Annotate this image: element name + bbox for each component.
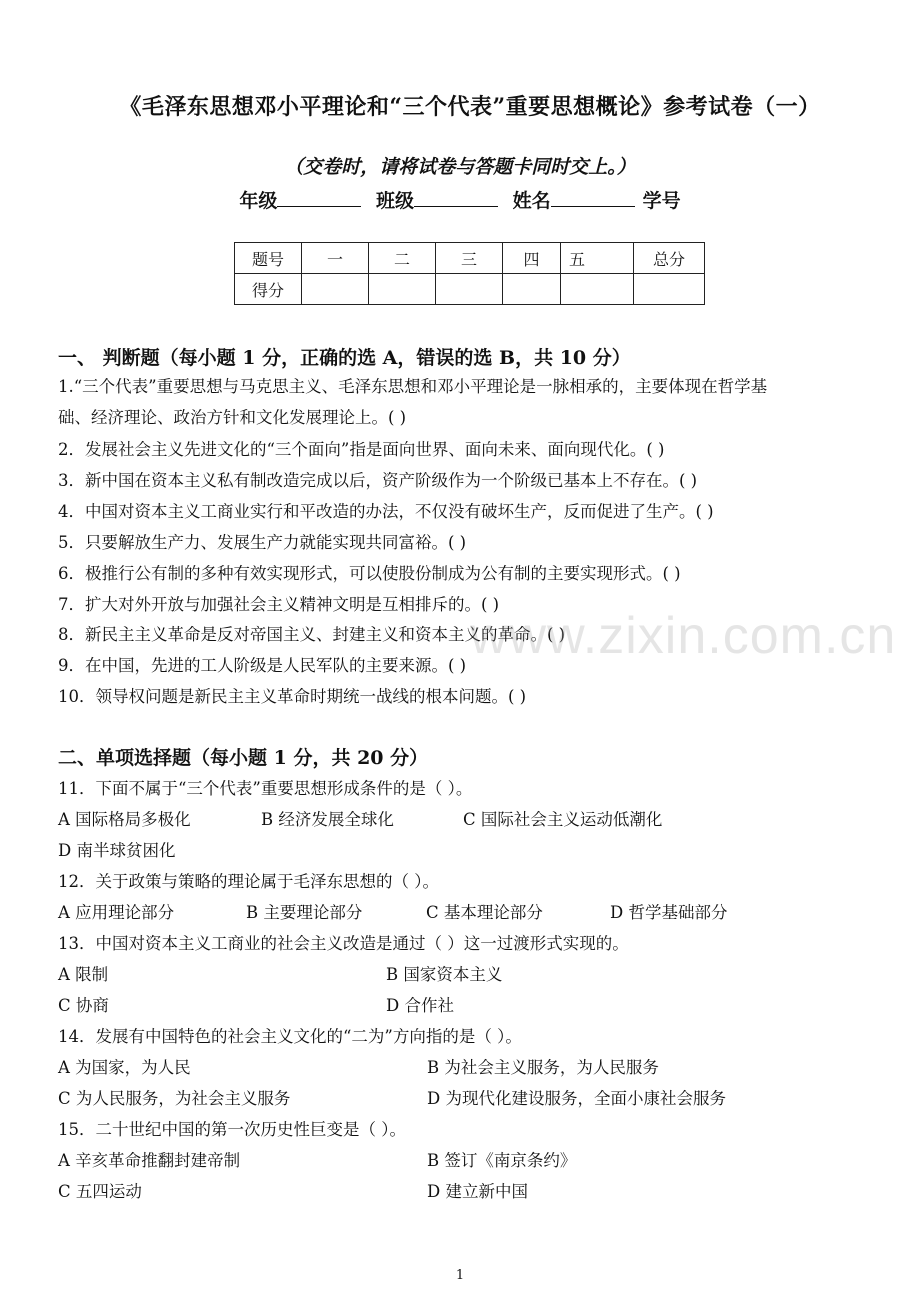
score-cell: [503, 274, 561, 305]
page-number: 1: [455, 1268, 465, 1283]
q14-option-a: A 为国家，为人民: [58, 1058, 191, 1077]
student-info-line: [0, 186, 920, 213]
q14-option-b: B 为社会主义服务，为人民服务: [427, 1058, 659, 1077]
q13-option-b: B 国家资本主义: [386, 965, 503, 984]
question-15: 15．二十世纪中国的第一次历史性巨变是（ ）。: [58, 1120, 406, 1139]
question-3: 3．新中国在资本主义私有制改造完成以后，资产阶级作为一个阶级已基本上不存在。( ): [58, 471, 698, 490]
q14-option-d: D 为现代化建设服务，全面小康社会服务: [427, 1089, 726, 1108]
class-label: 班级: [375, 190, 414, 212]
score-header-cell: 五: [561, 243, 634, 274]
q15-option-c: C 五四运动: [58, 1182, 142, 1201]
question-8: 8．新民主主义革命是反对帝国主义、封建主义和资本主义的革命。( ): [58, 625, 566, 644]
score-row-label: 得分: [235, 274, 302, 305]
q11-option-b: B 经济发展全球化: [261, 810, 394, 829]
question-10: 10．领导权问题是新民主主义革命时期统一战线的根本问题。( ): [58, 687, 527, 706]
q14-option-c: C 为人民服务，为社会主义服务: [58, 1089, 291, 1108]
score-header-cell: 总分: [634, 243, 705, 274]
q11-option-c: C 国际社会主义运动低潮化: [463, 810, 663, 829]
class-blank: [414, 189, 498, 207]
name-label: 姓名: [512, 190, 551, 212]
question-7: 7．扩大对外开放与加强社会主义精神文明是互相排斥的。( ): [58, 595, 500, 614]
page-title: 《毛泽东思想邓小平理论和“三个代表”重要思想概论》参考试卷（一）: [119, 94, 821, 120]
score-header-cell: 题号: [235, 243, 302, 274]
score-cell: [436, 274, 503, 305]
q13-option-d: D 合作社: [386, 996, 454, 1015]
q12-option-a: A 应用理论部分: [58, 903, 175, 922]
submission-notice: （交卷时，请将试卷与答题卡同时交上。）: [284, 156, 636, 178]
question-11: 11．下面不属于“三个代表”重要思想形成条件的是（ ）。: [58, 779, 473, 798]
q15-option-b: B 签订《南京条约》: [427, 1151, 577, 1170]
q12-option-d: D 哲学基础部分: [610, 903, 728, 922]
q11-option-a: A 国际格局多极化: [58, 810, 191, 829]
score-cell: [369, 274, 436, 305]
score-header-cell: 三: [436, 243, 503, 274]
watermark: www.zixin.com.cn: [470, 607, 897, 665]
question-5: 5．只要解放生产力、发展生产力就能实现共同富裕。( ): [58, 533, 467, 552]
score-cell: [302, 274, 369, 305]
question-1: 1.“三个代表”重要思想与马克思主义、毛泽东思想和邓小平理论是一脉相承的，主要体现在哲学基: [58, 377, 768, 396]
score-table-header-row: [235, 243, 705, 274]
question-12: 12．关于政策与策略的理论属于毛泽东思想的（ ）。: [58, 872, 439, 891]
name-blank: [551, 189, 635, 207]
q13-option-c: C 协商: [58, 996, 109, 1015]
score-cell: [561, 274, 634, 305]
student-id-label: 学号: [642, 190, 681, 212]
question-9: 9．在中国，先进的工人阶级是人民军队的主要来源。( ): [58, 656, 467, 675]
grade-label: 年级: [239, 190, 278, 212]
q12-option-b: B 主要理论部分: [246, 903, 363, 922]
section1-title: 一、 判断题（每小题 1 分，正确的选 A，错误的选 B，共 10 分）: [58, 347, 631, 369]
question-2: 2．发展社会主义先进文化的“三个面向”指是面向世界、面向未来、面向现代化。( ): [58, 440, 665, 459]
question-4: 4．中国对资本主义工商业实行和平改造的办法，不仅没有破坏生产，反而促进了生产。( ): [58, 502, 714, 521]
score-header-cell: 四: [503, 243, 561, 274]
question-13: 13．中国对资本主义工商业的社会主义改造是通过（ ）这一过渡形式实现的。: [58, 934, 629, 953]
grade-blank: [277, 189, 361, 207]
question-14: 14．发展有中国特色的社会主义文化的“二为”方向指的是（ ）。: [58, 1027, 522, 1046]
q15-option-a: A 辛亥革命推翻封建帝制: [58, 1151, 241, 1170]
question-1-cont: 础、经济理论、政治方针和文化发展理论上。( ): [58, 408, 407, 427]
score-table-score-row: [235, 274, 705, 305]
q13-option-a: A 限制: [58, 965, 109, 984]
score-header-cell: 一: [302, 243, 369, 274]
q15-option-d: D 建立新中国: [427, 1182, 528, 1201]
score-table: [234, 242, 705, 305]
q12-option-c: C 基本理论部分: [426, 903, 543, 922]
question-6: 6．极推行公有制的多种有效实现形式，可以使股份制成为公有制的主要实现形式。( ): [58, 564, 681, 583]
section2-title: 二、单项选择题（每小题 1 分，共 20 分）: [58, 747, 429, 769]
q11-option-d: D 南半球贫困化: [58, 841, 176, 860]
score-header-cell: 二: [369, 243, 436, 274]
score-cell: [634, 274, 705, 305]
